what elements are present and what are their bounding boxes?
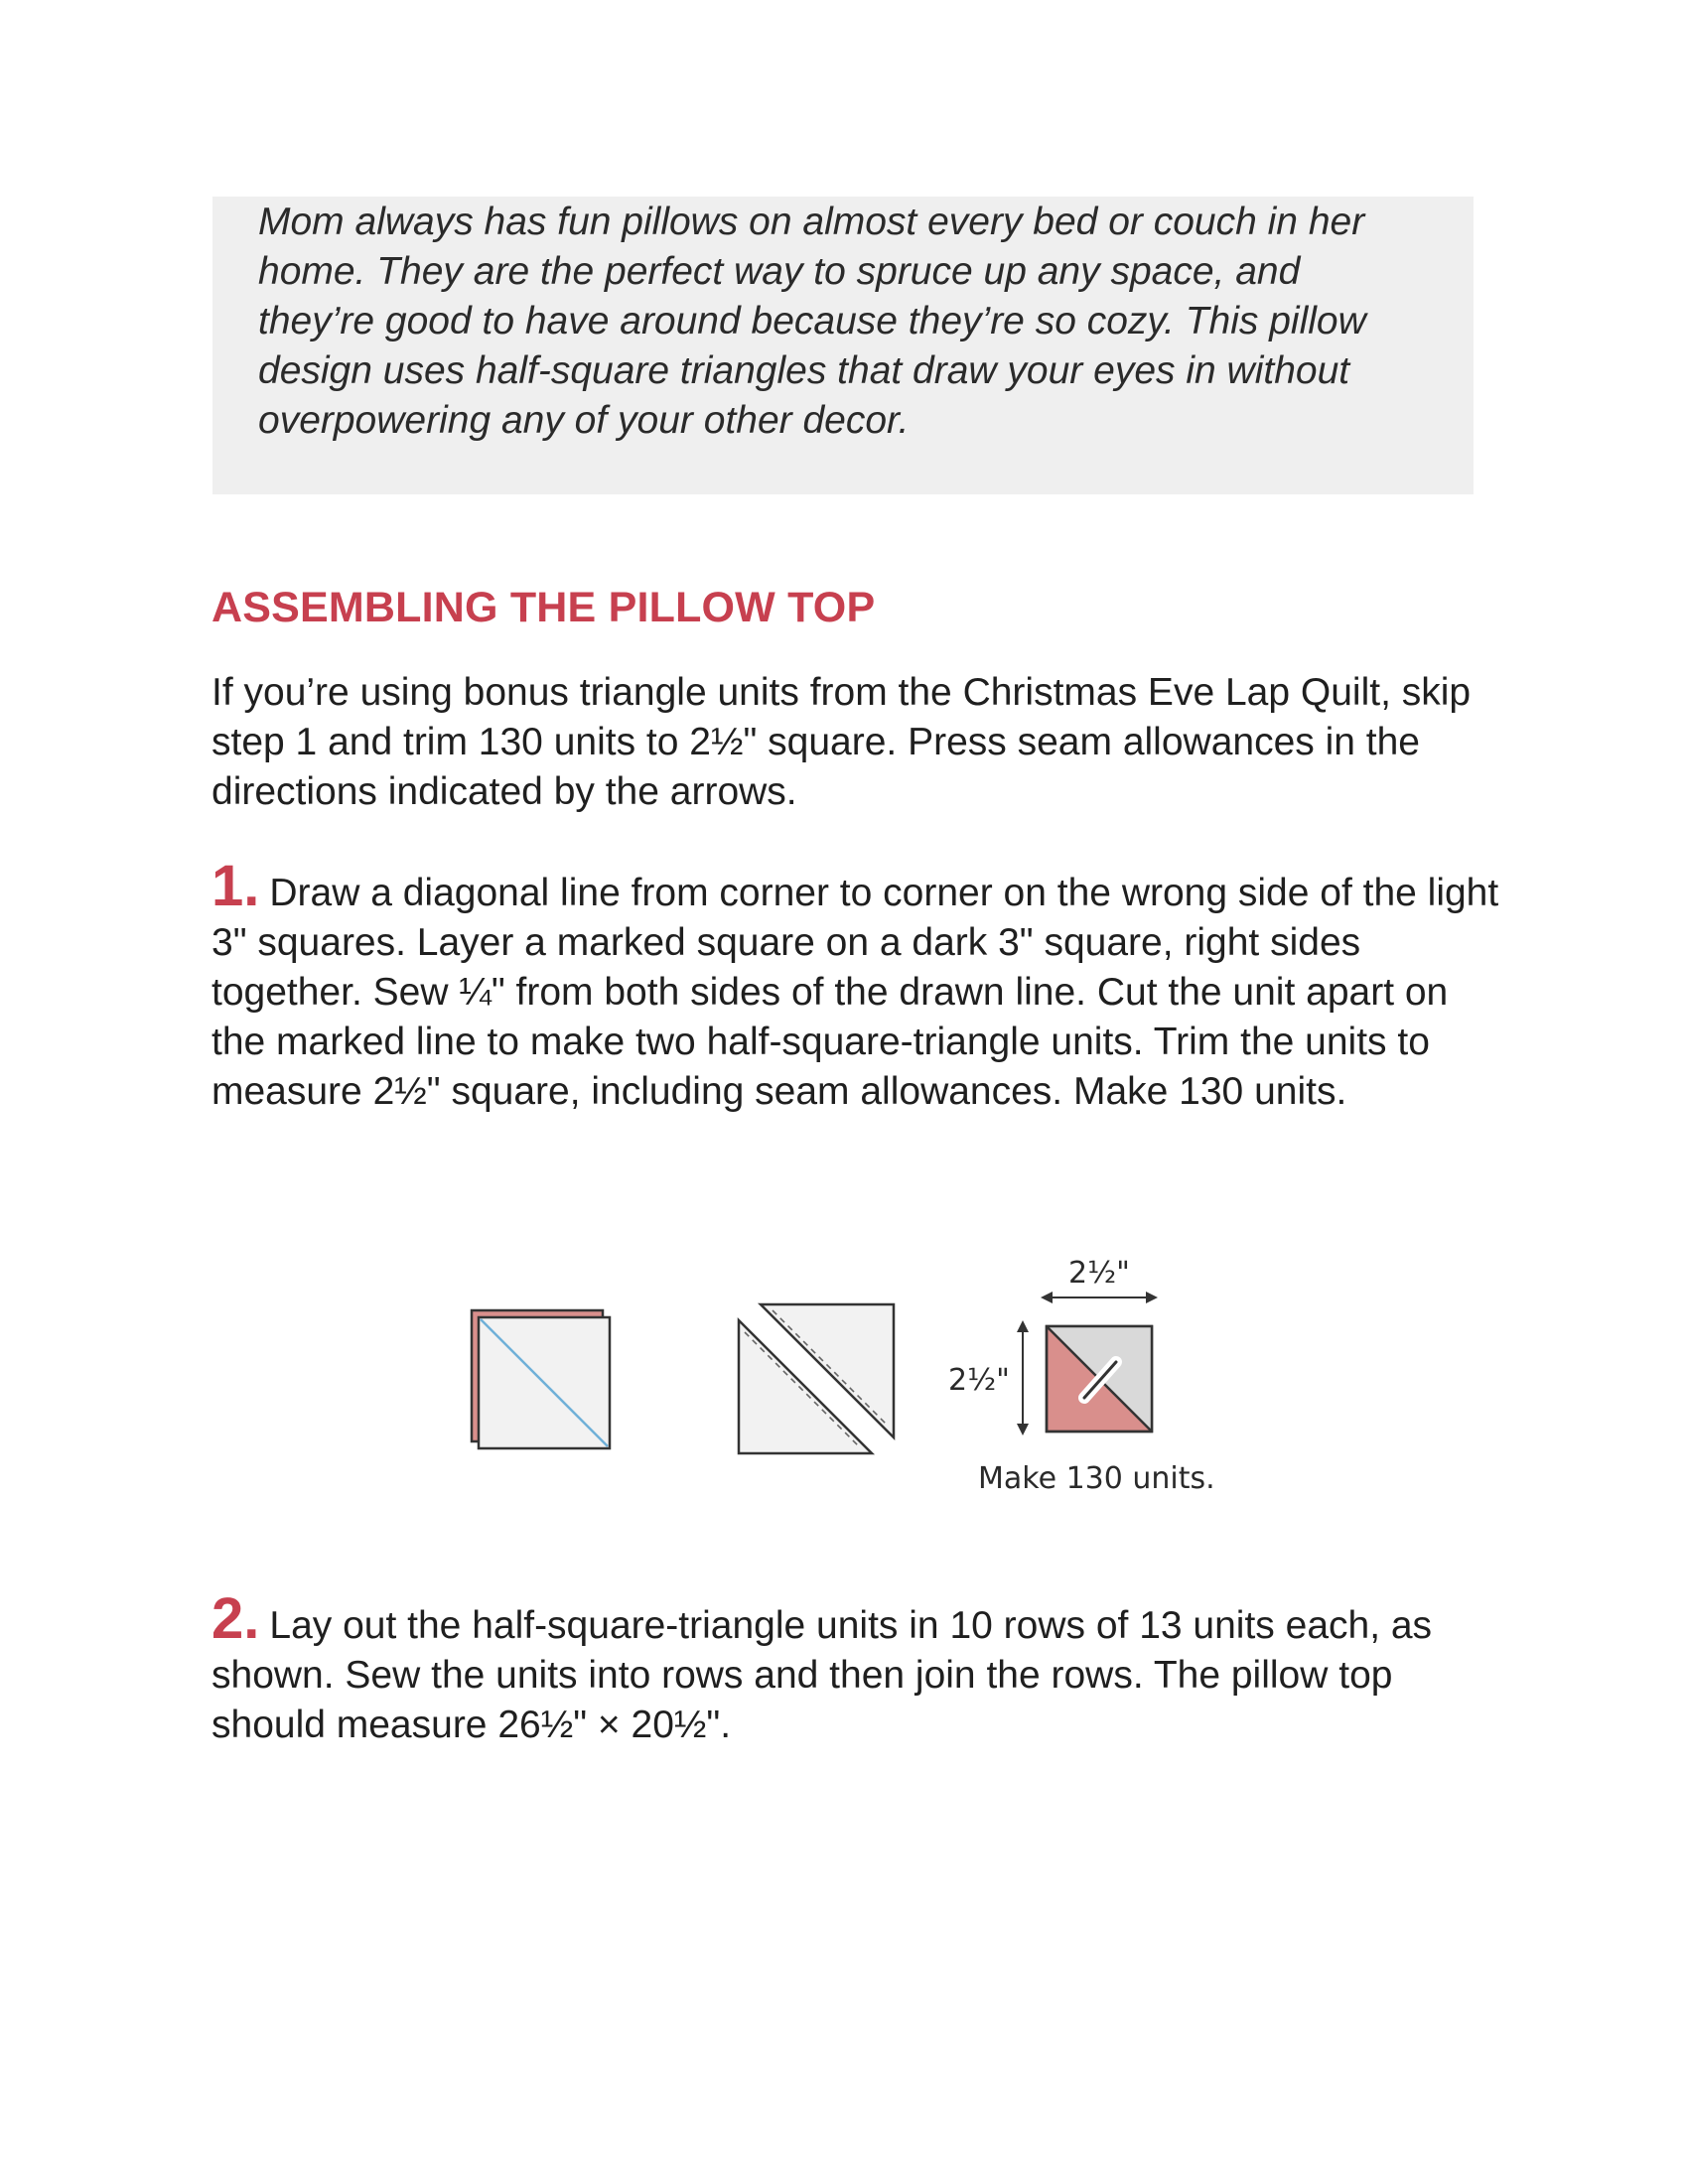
cut-triangles-illustration bbox=[739, 1304, 894, 1453]
step-2 bbox=[211, 1586, 1502, 1750]
layered-squares-illustration bbox=[472, 1310, 610, 1448]
width-dimension: 2½" bbox=[1068, 1256, 1130, 1291]
step-2-text: Lay out the half-square-triangle units in 10 rows of 13 units each, as shown. Sew the units into rows and then join the rows. The pillow top should measure 26½" × 20½". bbox=[211, 1604, 1433, 1746]
step-1-text: Draw a diagonal line from corner to corner on the wrong side of the light 3" squares. Layer a marked square on a dark 3" square, right sides together. Sew ¼" from both sides of the drawn line. Cut the unit apart on the marked line to make two half-square-triangle units. Trim the units to measure 2½" square, including seam allowances. Make 130 units. bbox=[211, 872, 1499, 1113]
section-intro: If you’re using bonus triangle units from the Christmas Eve Lap Quilt, skip step 1 and trim 130 units to 2½" square. Press seam allowances in the directions indicated by the arrows. bbox=[211, 671, 1472, 813]
intro-box bbox=[212, 197, 1474, 494]
step-1 bbox=[211, 854, 1502, 1117]
section-heading: ASSEMBLING THE PILLOW TOP bbox=[211, 584, 876, 631]
intro-text: Mom always has fun pillows on almost every bed or couch in her home. They are the perfect way to spruce up any space, and they’re good to have around because they’re so cozy. This pillow design uses half-square triangles that draw your eyes in without overpowering any of your other decor. bbox=[258, 201, 1366, 442]
height-dimension: 2½" bbox=[948, 1363, 1010, 1398]
step-2-number: 2. bbox=[211, 1586, 260, 1651]
step-1-number: 1. bbox=[211, 854, 260, 918]
step-1-diagram bbox=[457, 1241, 1251, 1519]
figure-caption: Make 130 units. bbox=[978, 1461, 1215, 1496]
finished-unit-illustration bbox=[948, 1256, 1152, 1432]
